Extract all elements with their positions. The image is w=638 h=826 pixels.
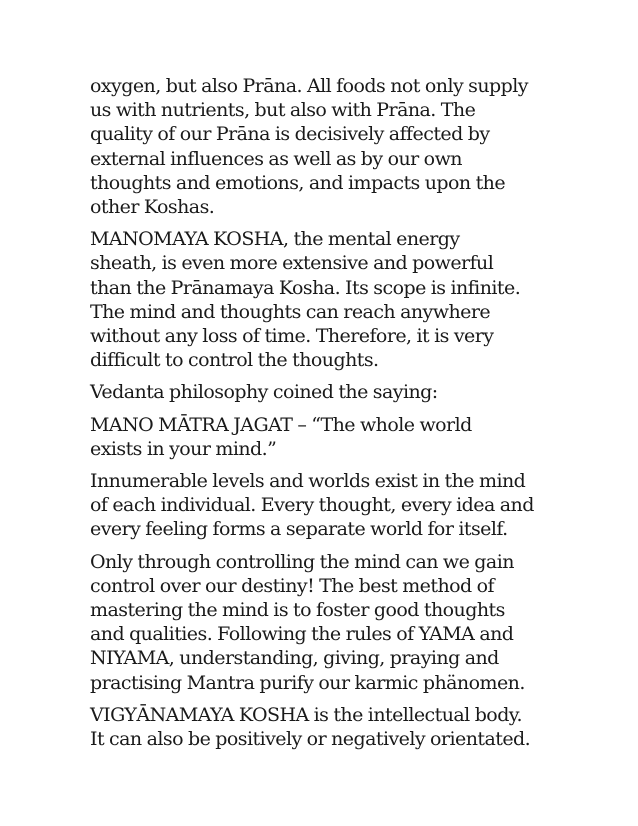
text-line: mastering the mind is to foster good thoughts [90, 599, 505, 622]
text-line: VIGYĀNAMAYA KOSHA is the intellectual body. [90, 703, 522, 726]
text-line: of each individual. Every thought, every idea and [90, 494, 534, 517]
paragraph-levels-worlds [90, 469, 560, 542]
text-line: NIYAMA, understanding, giving, praying and [90, 647, 499, 670]
paragraph-prana-foods [90, 74, 560, 219]
text-line: oxygen, but also Prāna. All foods not only supply [90, 75, 528, 97]
text-line: thoughts and emotions, and impacts upon the [90, 171, 506, 194]
text-line: us with nutrients, but also with Prāna. The [90, 99, 476, 122]
paragraph-vigyanamaya-kosha [90, 703, 560, 751]
body-text [90, 74, 560, 759]
text-line: It can also be positively or negatively orientated. [90, 728, 531, 751]
text-line: every feeling forms a separate world for itself. [90, 518, 508, 541]
text-line: control over our destiny! The best method of [90, 574, 495, 597]
text-line: The mind and thoughts can reach anywhere [90, 300, 491, 323]
paragraph-mano-matra-jagat [90, 413, 560, 461]
text-line: MANOMAYA KOSHA, the mental energy [90, 228, 460, 251]
text-line: sheath, is even more extensive and powerful [90, 252, 494, 275]
text-line: without any loss of time. Therefore, it is very [90, 325, 494, 348]
text-line: Innumerable levels and worlds exist in the mind [90, 470, 526, 493]
text-line: practising Mantra purify our karmic phänomen. [90, 671, 525, 694]
paragraph-controlling-mind [90, 550, 560, 695]
text-line: Only through controlling the mind can we gain [90, 550, 514, 573]
paragraph-manomaya-kosha [90, 227, 560, 372]
text-line: external influences as well as by our own [90, 147, 462, 170]
text-line: difficult to control the thoughts. [90, 349, 379, 372]
text-line: exists in your mind.” [90, 437, 277, 460]
text-line: and qualities. Following the rules of YAMA and [90, 623, 514, 646]
text-line: quality of our Prāna is decisively affected by [90, 123, 490, 146]
text-line: Vedanta philosophy coined the saying: [90, 381, 438, 404]
paragraph-vedanta-saying [90, 380, 560, 404]
text-line: other Koshas. [90, 196, 215, 219]
text-line: MANO MĀTRA JAGAT – “The whole world [90, 413, 472, 436]
text-line: than the Prānamaya Kosha. Its scope is infinite. [90, 276, 521, 299]
